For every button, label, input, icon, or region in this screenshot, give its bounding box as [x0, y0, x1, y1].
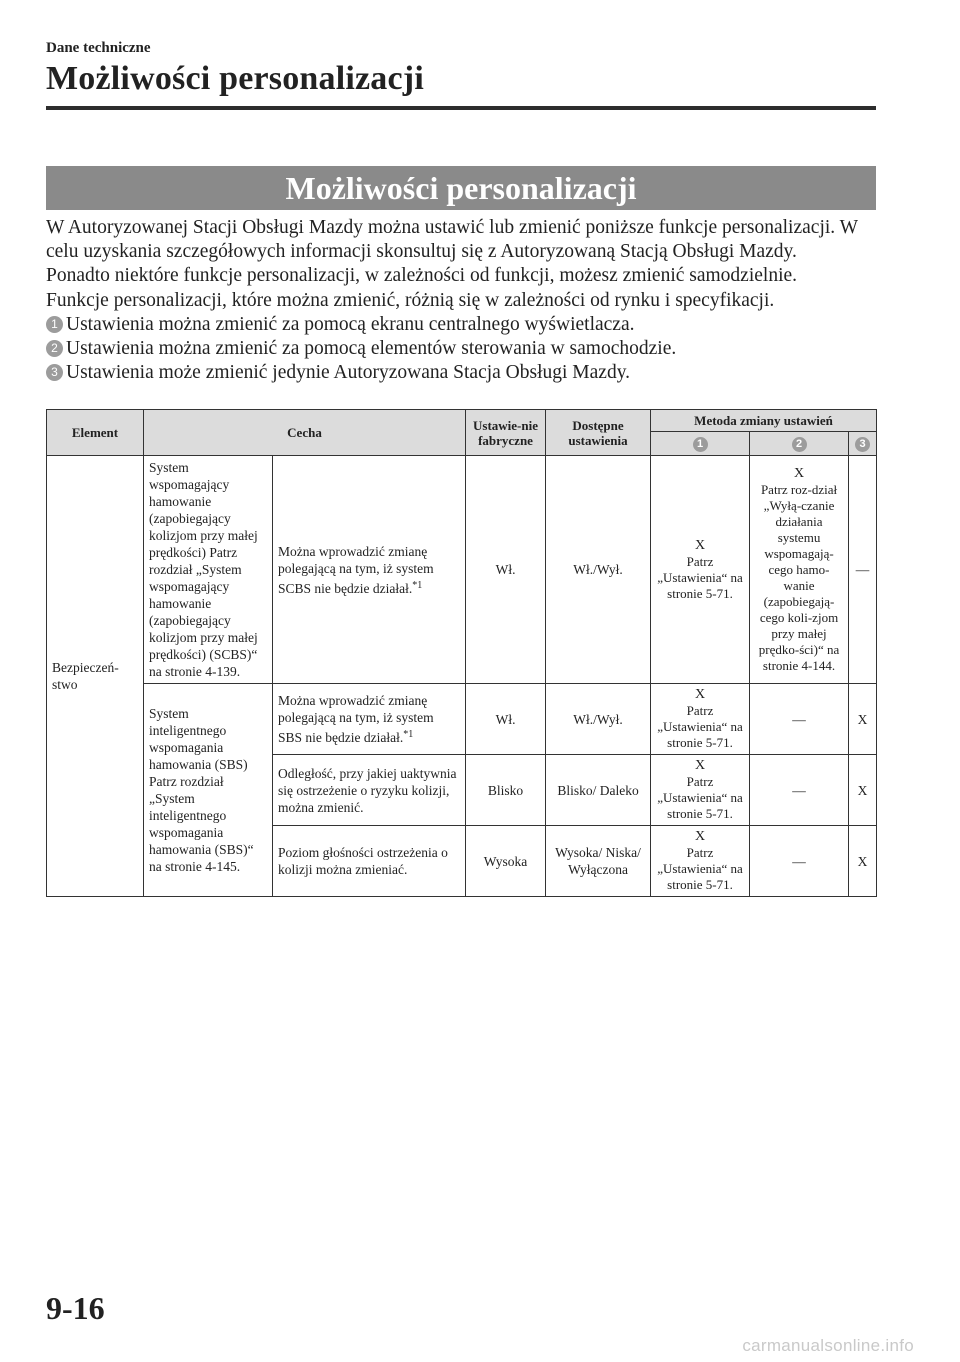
method-3-cell: X: [849, 684, 877, 755]
header-method-1: [651, 432, 750, 456]
factory-cell: Blisko: [466, 755, 546, 826]
intro-paragraph: Funkcje personalizacji, które można zmienić, różnią się w zależności od rynku i specyfikacji.: [46, 289, 775, 311]
description-text: Można wprowadzić zmianę polegającą na tym, iż system SBS nie będzie działał.: [278, 693, 434, 745]
watermark: carmanualsonline.info: [742, 1336, 914, 1355]
description-cell: [273, 456, 466, 684]
header-feature: Cecha: [144, 410, 466, 456]
method-2-cell: —: [750, 826, 849, 897]
circled-number-2-icon: 2: [792, 437, 807, 452]
circled-number-2-icon: 2: [46, 340, 63, 357]
feature-cell: System wspomagający hamowanie (zapobiegający kolizjom przy małej prędkości) Patrz rozdział „System wspomagający hamowanie (zapobiegający kolizjom przy małej prędkości) (SCBS)“ na stronie 4-139.: [144, 456, 273, 684]
header-available-settings: Dostępne ustawienia: [546, 410, 651, 456]
intro-text: [46, 216, 886, 385]
header-change-method: Metoda zmiany ustawień: [651, 410, 877, 432]
circled-number-1-icon: 1: [46, 316, 63, 333]
title-rule: [46, 106, 876, 110]
method-mark: X: [694, 758, 706, 773]
method-text: Ustawienia może zmienić jedynie Autoryzowana Stacja Obsługi Mazdy.: [66, 362, 631, 384]
header-method-2: [750, 432, 849, 456]
method-1-cell: [651, 826, 750, 897]
method-2-cell: [750, 456, 849, 684]
factory-cell: Wł.: [466, 456, 546, 684]
header-element: Element: [47, 410, 144, 456]
description-cell: Odległość, przy jakiej uaktywnia się ostrzeżenie o ryzyku kolizji, można zmienić.: [273, 755, 466, 826]
method-item: [46, 337, 886, 361]
method-mark: X: [694, 537, 706, 553]
method-reference: Patrz „Ustawienia“ na stronie 5-71.: [657, 553, 743, 601]
method-item: [46, 313, 886, 337]
method-2-cell: —: [750, 684, 849, 755]
method-mark: X: [694, 687, 706, 702]
method-text: Ustawienia można zmienić za pomocą ekranu centralnego wyświetlacza.: [66, 313, 635, 335]
table-row: [47, 684, 877, 755]
method-item: [46, 361, 886, 385]
available-cell: Wł./Wył.: [546, 684, 651, 755]
method-reference: Patrz „Ustawienia“ na stronie 5-71.: [657, 845, 743, 892]
header-factory-setting: Ustawie-nie fabryczne: [466, 410, 546, 456]
page-number: 9-16: [46, 1290, 105, 1326]
table-header-row: [47, 410, 877, 432]
method-mark: X: [694, 829, 706, 844]
table-row: [47, 456, 877, 684]
description-cell: [273, 684, 466, 755]
method-3-cell: —: [849, 456, 877, 684]
personalization-table: [46, 409, 877, 897]
method-mark: X: [793, 465, 805, 481]
factory-cell: Wł.: [466, 684, 546, 755]
intro-paragraph: Ponadto niektóre funkcje personalizacji, w zależności od funkcji, możesz zmienić samodzielnie.: [46, 265, 798, 287]
page-title: Możliwości personalizacji: [46, 60, 424, 97]
feature-cell: System inteligentnego wspomagania hamowania (SBS) Patrz rozdział „System inteligentnego wspomagania hamowania (SBS)“ na stronie 4-145.: [144, 684, 273, 897]
element-cell: Bezpieczeń-stwo: [47, 456, 144, 897]
section-banner: Możliwości personalizacji: [46, 166, 876, 210]
method-1-cell: [651, 456, 750, 684]
method-3-cell: X: [849, 755, 877, 826]
method-3-cell: X: [849, 826, 877, 897]
circled-number-1-icon: 1: [693, 437, 708, 452]
description-text: Można wprowadzić zmianę polegającą na tym, iż system SCBS nie będzie działał.: [278, 543, 434, 596]
section-label: Dane techniczne: [46, 40, 151, 56]
factory-cell: Wysoka: [466, 826, 546, 897]
header-method-3: [849, 432, 877, 456]
method-reference: Patrz „Ustawienia“ na stronie 5-71.: [657, 703, 743, 750]
method-text: Ustawienia można zmienić za pomocą elementów sterowania w samochodzie.: [66, 338, 677, 360]
method-reference: Patrz „Ustawienia“ na stronie 5-71.: [657, 774, 743, 821]
available-cell: Wł./Wył.: [546, 456, 651, 684]
footnote-mark: *1: [403, 729, 414, 740]
description-cell: Poziom głośności ostrzeżenia o kolizji można zmieniać.: [273, 826, 466, 897]
circled-number-3-icon: 3: [46, 364, 63, 381]
footnote-mark: *1: [412, 579, 423, 591]
available-cell: Wysoka/ Niska/ Wyłączona: [546, 826, 651, 897]
available-cell: Blisko/ Daleko: [546, 755, 651, 826]
intro-paragraph: W Autoryzowanej Stacji Obsługi Mazdy można ustawić lub zmienić poniższe funkcje personalizacji. W celu uzyskania szczegółowych informacji skonsultuj się z Autoryzowaną Stacją Obsługi Mazdy.: [46, 217, 858, 263]
method-2-cell: —: [750, 755, 849, 826]
method-1-cell: [651, 755, 750, 826]
method-reference: Patrz roz-dział „Wyłą-czanie działania systemu wspomagają-cego hamo-wanie (zapobiegają-cego koli-zjom przy małej prędko-ści)“ na stronie 4-144.: [758, 481, 840, 673]
circled-number-3-icon: 3: [855, 437, 870, 452]
method-1-cell: [651, 684, 750, 755]
